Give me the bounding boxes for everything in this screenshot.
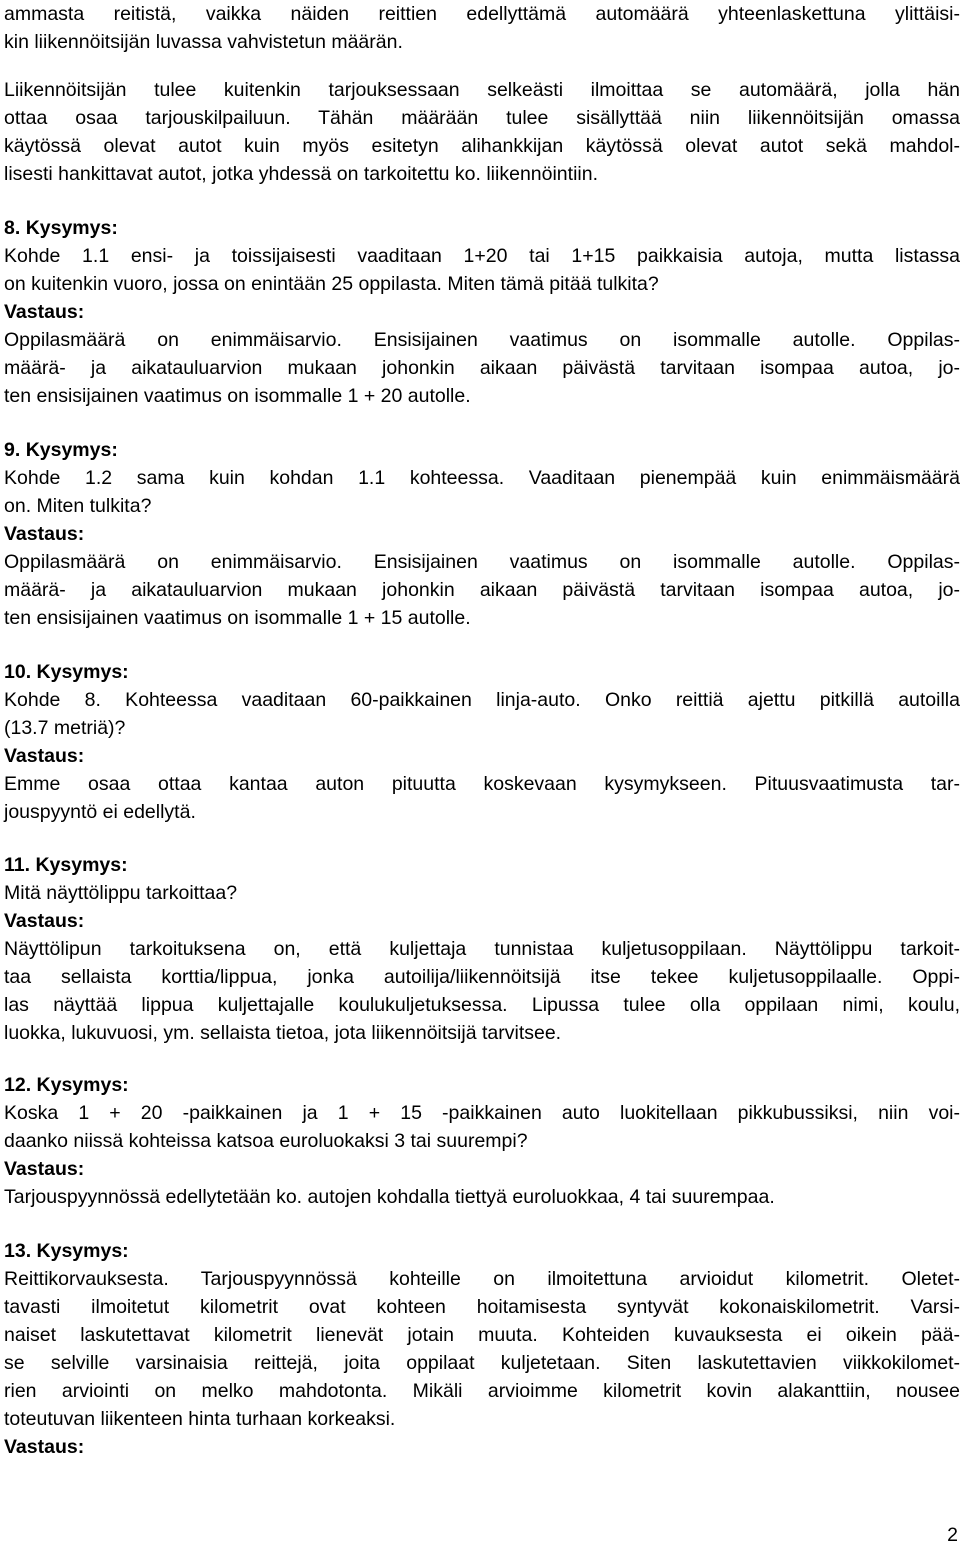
question-number: 10.	[4, 661, 32, 683]
qa-item-10	[4, 658, 960, 826]
question-label: Kysymys:	[36, 661, 129, 683]
answer-label: Vastaus:	[4, 301, 85, 323]
question-text-line: Reittikorvauksesta. Tarjouspyynnössä kohteille on ilmoitettuna arvioidut kilometrit. Oletet-	[4, 1268, 960, 1290]
question-number: 8.	[4, 217, 21, 239]
question-text-line: on kuitenkin vuoro, jossa on enintään 25 oppilasta. Miten tämä pitää tulkita?	[4, 273, 659, 295]
text-line: ammasta reitistä, vaikka näiden reittien edellyttämä automäärä yhteenlaskettuna ylittäisi-	[4, 3, 960, 25]
answer-text-line: Oppilasmäärä on enimmäisarvio. Ensisijainen vaatimus on isommalle autolle. Oppilas-	[4, 551, 960, 573]
answer-label: Vastaus:	[4, 1436, 85, 1458]
answer-label: Vastaus:	[4, 745, 85, 767]
question-text-line: se selville varsinaisia reittejä, joita oppilaat kuljetetaan. Siten laskutettavien viikkokilomet-	[4, 1352, 960, 1374]
question-text-line: rien arviointi on melko mahdotonta. Mikäli arvioimme kilometrit kovin alakanttiin, nousee	[4, 1380, 960, 1402]
answer-text-line: Tarjouspyynnössä edellytetään ko. autojen kohdalla tiettyä euroluokkaa, 4 tai suurempaa.	[4, 1186, 775, 1208]
qa-item-9	[4, 436, 960, 632]
intro-paragraph-2	[4, 76, 960, 188]
answer-text-line: jouspyyntö ei edellytä.	[4, 801, 196, 823]
answer-text-line: määrä- ja aikatauluarvion mukaan johonkin aikaan päivästä tarvitaan isompaa autoa, jo-	[4, 579, 960, 601]
question-text-line: tavasti ilmoitetut kilometrit ovat kohteen hoitamisesta syntyvät kokonaiskilometrit. Varsi-	[4, 1296, 960, 1318]
answer-text-line: luokka, lukuvuosi, ym. sellaista tietoa, jota liikennöitsijä tarvitsee.	[4, 1022, 562, 1044]
answer-text-line: taa sellaista korttia/lippua, jonka autoilija/liikennöitsijä itse tekee kuljetusoppilaalle. Oppi-	[4, 966, 960, 988]
question-label: Kysymys:	[25, 217, 118, 239]
answer-text-line: ten ensisijainen vaatimus on isommalle 1 + 20 autolle.	[4, 385, 471, 407]
question-text-line: (13.7 metriä)?	[4, 717, 126, 739]
answer-label: Vastaus:	[4, 910, 85, 932]
question-heading	[4, 436, 960, 464]
intro-paragraph-1	[4, 0, 960, 56]
question-text-line: toteutuvan liikenteen hinta turhaan korkeaksi.	[4, 1408, 396, 1430]
question-label: Kysymys:	[36, 1074, 129, 1096]
answer-text-line: Emme osaa ottaa kantaa auton pituutta koskevaan kysymykseen. Pituusvaatimusta tar-	[4, 773, 960, 795]
answer-text-line: Oppilasmäärä on enimmäisarvio. Ensisijainen vaatimus on isommalle autolle. Oppilas-	[4, 329, 960, 351]
qa-item-13	[4, 1237, 960, 1461]
qa-item-8	[4, 214, 960, 410]
text-line: Liikennöitsijän tulee kuitenkin tarjouksessaan selkeästi ilmoittaa se automäärä, jolla hän	[4, 79, 960, 101]
question-number: 12.	[4, 1074, 32, 1096]
answer-label: Vastaus:	[4, 523, 85, 545]
question-text-line: Koska 1 + 20 -paikkainen ja 1 + 15 -paikkainen auto luokitellaan pikkubussiksi, niin voi-	[4, 1102, 960, 1124]
text-line: lisesti hankittavat autot, jotka yhdessä on tarkoitettu ko. liikennöintiin.	[4, 163, 598, 185]
question-text-line: daanko niissä kohteissa katsoa euroluokaksi 3 tai suurempi?	[4, 1130, 528, 1152]
question-label: Kysymys:	[25, 439, 118, 461]
question-text-line: Kohde 1.1 ensi- ja toissijaisesti vaaditaan 1+20 tai 1+15 paikkaisia autoja, mutta listassa	[4, 245, 960, 267]
question-number: 13.	[4, 1240, 32, 1262]
text-line: ottaa osaa tarjouskilpailuun. Tähän määrään tulee sisällyttää niin liikennöitsijän omassa	[4, 107, 960, 129]
text-line: käytössä olevat autot kuin myös esitetyn alihankkijan käytössä olevat autot sekä mahdol-	[4, 135, 960, 157]
answer-text-line: las näyttää lippua kuljettajalle koulukuljetuksessa. Lipussa tulee olla oppilaan nimi, koulu,	[4, 994, 960, 1016]
question-heading	[4, 658, 960, 686]
question-label: Kysymys:	[36, 1240, 129, 1262]
question-label: Kysymys:	[35, 854, 128, 876]
answer-text-line: määrä- ja aikatauluarvion mukaan johonkin aikaan päivästä tarvitaan isompaa autoa, jo-	[4, 357, 960, 379]
question-heading	[4, 851, 960, 879]
answer-label: Vastaus:	[4, 1158, 85, 1180]
question-number: 9.	[4, 439, 21, 461]
qa-item-11	[4, 851, 960, 1047]
question-text-line: on. Miten tulkita?	[4, 495, 152, 517]
question-text-line: Mitä näyttölippu tarkoittaa?	[4, 882, 238, 904]
qa-item-12	[4, 1071, 960, 1211]
question-text-line: Kohde 1.2 sama kuin kohdan 1.1 kohteessa. Vaaditaan pienempää kuin enimmäismäärä	[4, 467, 960, 489]
question-text-line: naiset laskutettavat kilometrit lienevät jotain muuta. Kohteiden kuvauksesta ei oikein pää-	[4, 1324, 960, 1346]
answer-text-line: Näyttölipun tarkoituksena on, että kuljettaja tunnistaa kuljetusoppilaan. Näyttölippu tarkoit-	[4, 938, 960, 960]
question-heading	[4, 214, 960, 242]
text-line: kin liikennöitsijän luvassa vahvistetun määrän.	[4, 31, 403, 53]
question-number: 11.	[4, 854, 31, 876]
answer-text-line: ten ensisijainen vaatimus on isommalle 1 + 15 autolle.	[4, 607, 471, 629]
page-number: 2	[947, 1524, 958, 1546]
question-text-line: Kohde 8. Kohteessa vaaditaan 60-paikkainen linja-auto. Onko reittiä ajettu pitkillä autoilla	[4, 689, 960, 711]
question-heading	[4, 1071, 960, 1099]
question-heading	[4, 1237, 960, 1265]
